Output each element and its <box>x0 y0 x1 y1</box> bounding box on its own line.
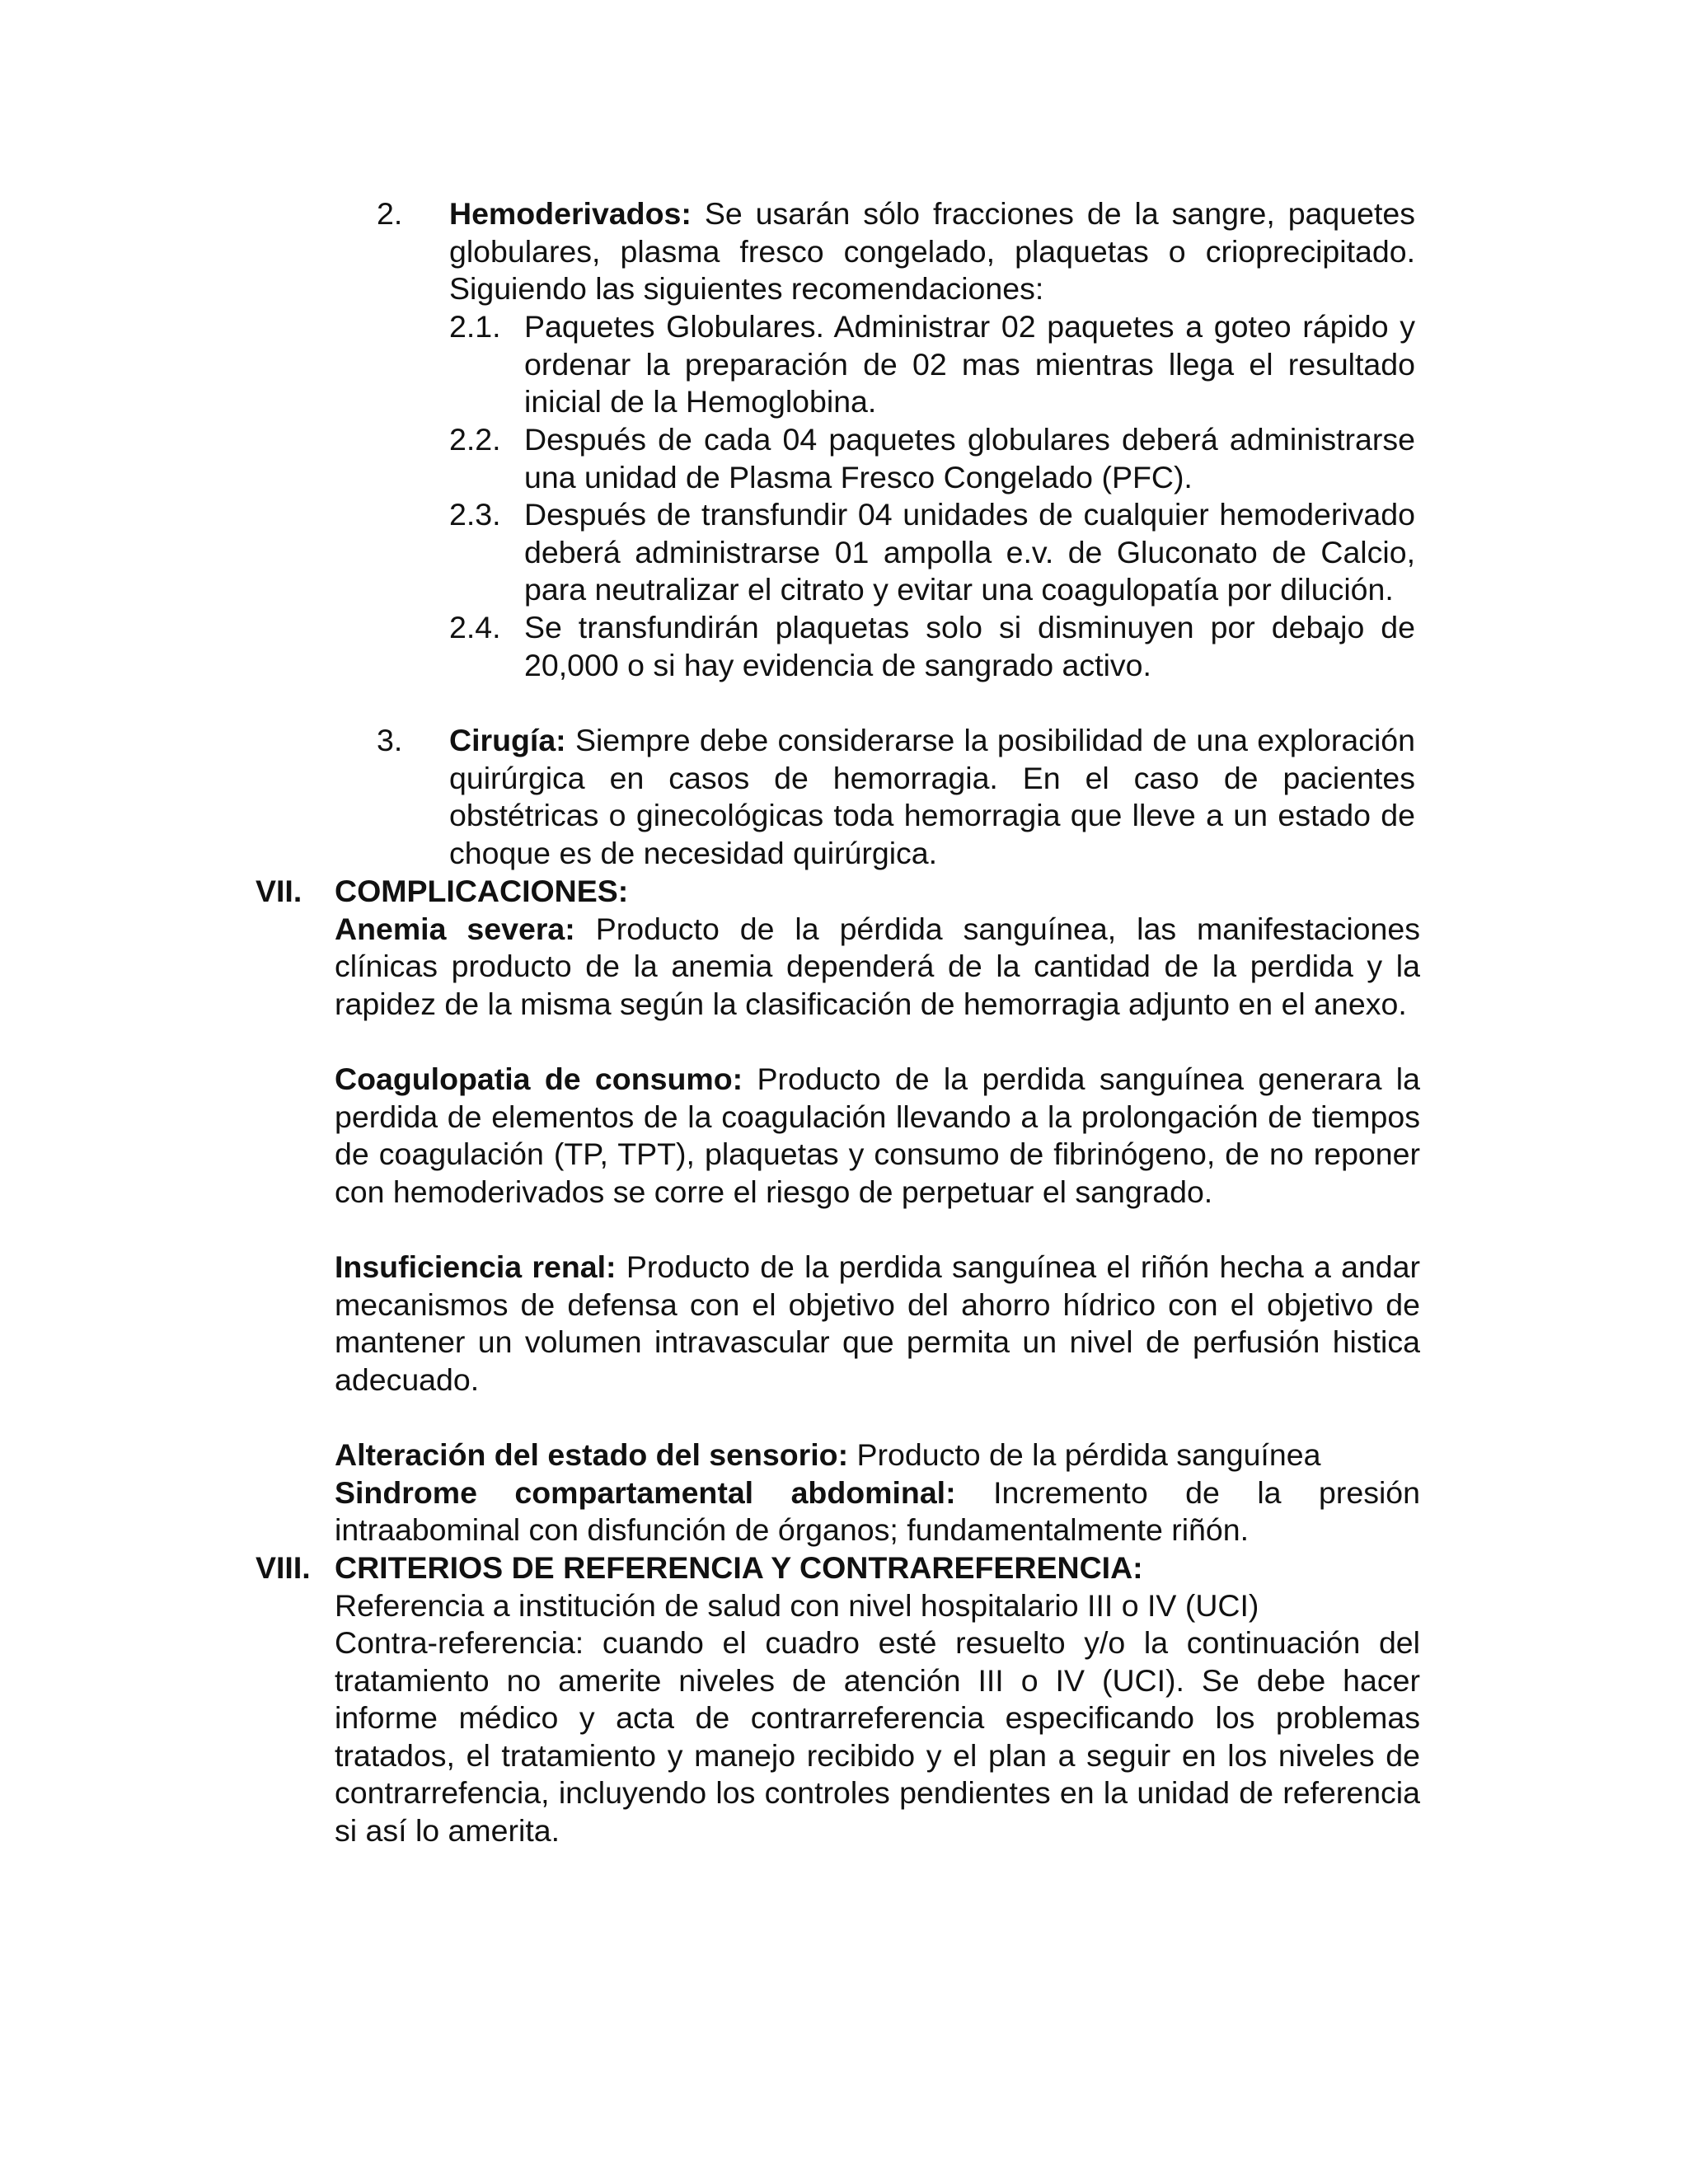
sub-item-2-3 <box>449 496 1415 609</box>
item-text-cirugia: Siempre debe considerarse la posibilidad de una exploración quirúrgica en casos de hemorragia. En el caso de pacientes obstétricas o ginecológicas toda hemorragia que lleve a un estado de choque es de necesidad quirúrgica. <box>449 723 1415 870</box>
item-text-hemoderivados: Se usarán sólo fracciones de la sangre, paquetes globulares, plasma fresco congelado, plaquetas o crioprecipitado. Siguiendo las siguientes recomendaciones: <box>449 196 1416 306</box>
paragraph-contrareferencia: Contra-referencia: cuando el cuadro esté resuelto y/o la continuación del tratamiento no amerite niveles de atención III o IV (UCI). Se debe hacer informe médico y acta de contrarreferencia especificando los problemas tratados, el tratamiento y manejo recibido y el plan a seguir en los niveles de contrarrefencia, incluyendo los controles pendientes en la unidad de referencia si así lo amerita. <box>335 1625 1420 1848</box>
item-label-hemoderivados: Hemoderivados: <box>449 196 692 231</box>
section-heading: COMPLICACIONES: <box>335 874 629 908</box>
section-numeral: VII. <box>256 874 302 908</box>
section-complicaciones <box>256 873 1420 1549</box>
item-label-cirugia: Cirugía: <box>449 723 566 757</box>
sub-item-text: Paquetes Globulares. Administrar 02 paquetes a goteo rápido y ordenar la preparación de 02 mas mientras llega el resultado inicial de la Hemoglobina. <box>524 309 1415 419</box>
term-text: Producto de la pérdida sanguínea, las manifestaciones clínicas producto de la anemia dependerá de la cantidad de la perdida y la rapidez de la misma según la clasificación de hemorragia adjunto en el anexo. <box>335 911 1421 1021</box>
term-label: Sindrome compartamental abdominal: <box>335 1474 956 1510</box>
paragraph-referencia: Referencia a institución de salud con nivel hospitalario III o IV (UCI) <box>335 1587 1259 1623</box>
paragraph-sindrome <box>335 1474 1420 1549</box>
term-text: Producto de la perdida sanguínea el riñón hecha a andar mecanismos de defensa con el objetivo del ahorro hídrico con el objetivo de mantener un volumen intravascular que permita un nivel de perfusión histica adecuado. <box>335 1249 1421 1397</box>
list-item-hemoderivados <box>377 195 1415 308</box>
sub-item-2-1 <box>449 308 1415 421</box>
section-criterios <box>256 1549 1420 1849</box>
item-number: 2. <box>377 196 403 231</box>
term-label: Insuficiencia renal: <box>335 1249 617 1284</box>
sub-item-number: 2.2. <box>449 422 501 457</box>
sub-item-number: 2.4. <box>449 610 501 644</box>
sub-item-number: 2.1. <box>449 309 501 344</box>
sub-item-text: Después de cada 04 paquetes globulares deberá administrarse una unidad de Plasma Fresco Congelado (PFC). <box>524 422 1415 494</box>
term-label: Alteración del estado del sensorio: <box>335 1437 849 1472</box>
term-text: Producto de la perdida sanguínea generara la perdida de elementos de la coagulación llevando a la prolongación de tiempos de coagulación (TP, TPT), plaquetas y consumo de fibrinógeno, de no reponer con hemoderivados se corre el riesgo de perpetuar el sangrado. <box>335 1062 1420 1209</box>
paragraph-insuficiencia <box>335 1249 1420 1399</box>
term-text: Incremento de la presión intraabominal con disfunción de órganos; fundamentalmente riñón. <box>335 1474 1420 1547</box>
paragraph-coagulopatia <box>335 1061 1420 1211</box>
term-label: Coagulopatia de consumo: <box>335 1062 743 1096</box>
sub-item-text: Se transfundirán plaquetas solo si disminuyen por debajo de 20,000 o si hay evidencia de sangrado activo. <box>524 610 1415 682</box>
paragraph-anemia <box>335 911 1420 1024</box>
paragraph-alteracion <box>335 1436 1420 1474</box>
section-numeral: VIII. <box>256 1550 311 1585</box>
sub-item-2-2 <box>449 421 1415 496</box>
term-text: Producto de la pérdida sanguínea <box>856 1437 1321 1472</box>
sub-item-2-4 <box>449 609 1415 684</box>
sub-item-number: 2.3. <box>449 497 501 532</box>
term-label: Anemia severa: <box>335 911 575 946</box>
list-item-cirugia <box>377 722 1415 872</box>
item-number: 3. <box>377 723 403 757</box>
sub-item-text: Después de transfundir 04 unidades de cualquier hemoderivado deberá administrarse 01 ampolla e.v. de Gluconato de Calcio, para neutralizar el citrato y evitar una coagulopatía por dilución. <box>524 497 1415 607</box>
section-heading: CRITERIOS DE REFERENCIA Y CONTRAREFERENCIA: <box>335 1550 1143 1585</box>
